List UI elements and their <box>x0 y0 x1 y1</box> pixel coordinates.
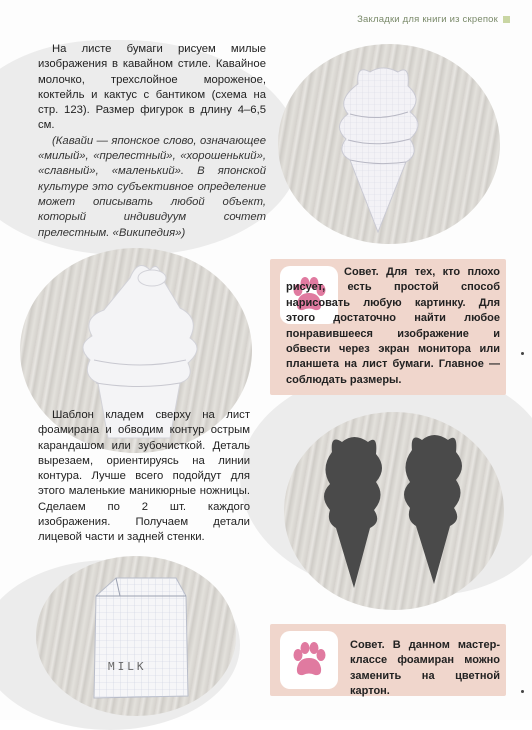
foamiran-cutouts-drawing <box>284 412 504 610</box>
paw-icon <box>289 640 329 680</box>
tracing-paragraph: Шаблон кладем сверху на лист фоамирана и обводим контур острым карандашом или зубочисткой. Деталь вырезаем, ориентируясь на линии контура. Лучше всего подойдут для этого маленькие маникюрные ножницы. Сделаем по 2 шт. каждого изображения. Получаем детали лицевой части и задней стенки. <box>38 409 250 544</box>
tip-box-drawing <box>270 259 506 395</box>
milk-template-drawing <box>36 556 236 716</box>
tip-drawing-text: Совет. Для тех, кто плохо рисует, есть простой способ нарисовать любую картинку. Для этого достаточно найти любое понравившееся изображение и обвести через экран монитора или планшета на лист бумаги. Главное — соблюдать размеры. <box>286 266 500 386</box>
intro-paragraph: На листе бумаги рисуем милые изображения в кавайном стиле. Кавайное молочко, трехслойное мороженое, коктейль и кактус с бантиком (схема на стр. 123). Размер фигурок в длину 4–6,5 см. <box>38 43 266 132</box>
header-square-icon <box>503 16 510 23</box>
kawaii-note: (Кавайи — японское слово, означающее «милый», «прелестный», «хорошенький», «славный», «маленький». В японской культуре это субъективное определение может описывать любой объект, который индивидуум сочтет прелестным. «Википедия») <box>38 134 266 239</box>
running-header <box>357 14 510 25</box>
milk-box-label: MILK <box>108 660 147 673</box>
header-title: Закладки для книги из скрепок <box>357 14 498 25</box>
tracing-text <box>38 408 250 546</box>
photo-foamiran-cutouts <box>284 412 504 610</box>
photo-icecream-template <box>278 44 500 244</box>
photo-milk-template <box>36 556 236 716</box>
paw-icon-box-2 <box>280 631 338 689</box>
side-dot-bottom <box>521 690 524 693</box>
side-dot <box>521 352 524 355</box>
intro-text <box>38 42 266 241</box>
tip-box-cardboard <box>270 624 506 696</box>
tip-cardboard-text: Совет. В данном мастер-классе фоамиран можно заменить на цветной картон. <box>350 639 500 698</box>
icecream-template-drawing <box>278 44 500 244</box>
